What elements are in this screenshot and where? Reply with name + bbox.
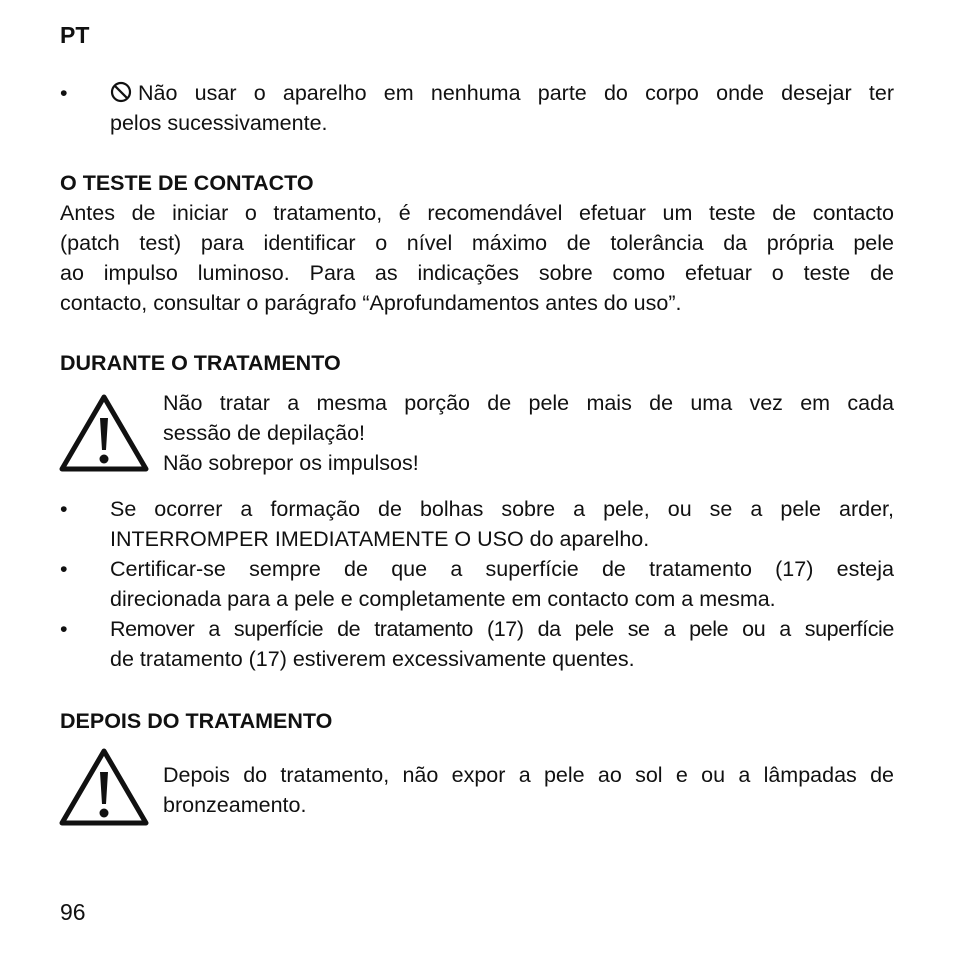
during-warning-text: Não tratar a mesma porção de pele mais de uma vez em cada sessão de depilação! Não sobrepor os impulsos! <box>163 391 894 475</box>
section-heading-during-treatment: DURANTE O TRATAMENTO <box>60 351 341 375</box>
contact-test-paragraph: Antes de iniciar o tratamento, é recomendável efetuar um teste de contacto (patch test) para identificar o nível máximo de tolerância da própria pele ao impulso luminoso. Para as indicações sobre como efetuar o teste de contacto, consultar o parágrafo “Aprofundamentos antes do uso”. <box>60 201 894 315</box>
after-warning-text: Depois do tratamento, não expor a pele ao sol e ou a lâmpadas de bronzeamento. <box>163 763 894 817</box>
during-bullet-surface-contact: Certificar-se sempre de que a superfície de tratamento (17) esteja direcionada para a pele e completamente em contacto com a mesma. <box>110 557 894 611</box>
warning-icon <box>58 392 150 474</box>
bullet-symbol: • <box>60 557 68 581</box>
page-number: 96 <box>60 899 86 925</box>
during-bullet-blisters: Se ocorrer a formação de bolhas sobre a pele, ou se a pele arder, INTERROMPER IMEDIATAMENTE O USO do aparelho. <box>110 497 894 551</box>
during-bullet-hot-surface: Remover a superfície de tratamento (17) da pele se a pele ou a superfície de tratamento (17) estiverem excessivamente quentes. <box>110 617 894 671</box>
bullet-symbol: • <box>60 497 68 521</box>
bullet-symbol: • <box>60 81 68 105</box>
section-heading-contact-test: O TESTE DE CONTACTO <box>60 171 314 195</box>
language-code: PT <box>60 22 90 48</box>
prohibited-icon <box>110 81 132 103</box>
intro-bullet-text: Não usar o aparelho em nenhuma parte do corpo onde desejar ter pelos sucessivamente. <box>110 81 894 135</box>
section-heading-after-treatment: DEPOIS DO TRATAMENTO <box>60 709 333 733</box>
warning-icon <box>58 746 150 828</box>
bullet-symbol: • <box>60 617 68 641</box>
